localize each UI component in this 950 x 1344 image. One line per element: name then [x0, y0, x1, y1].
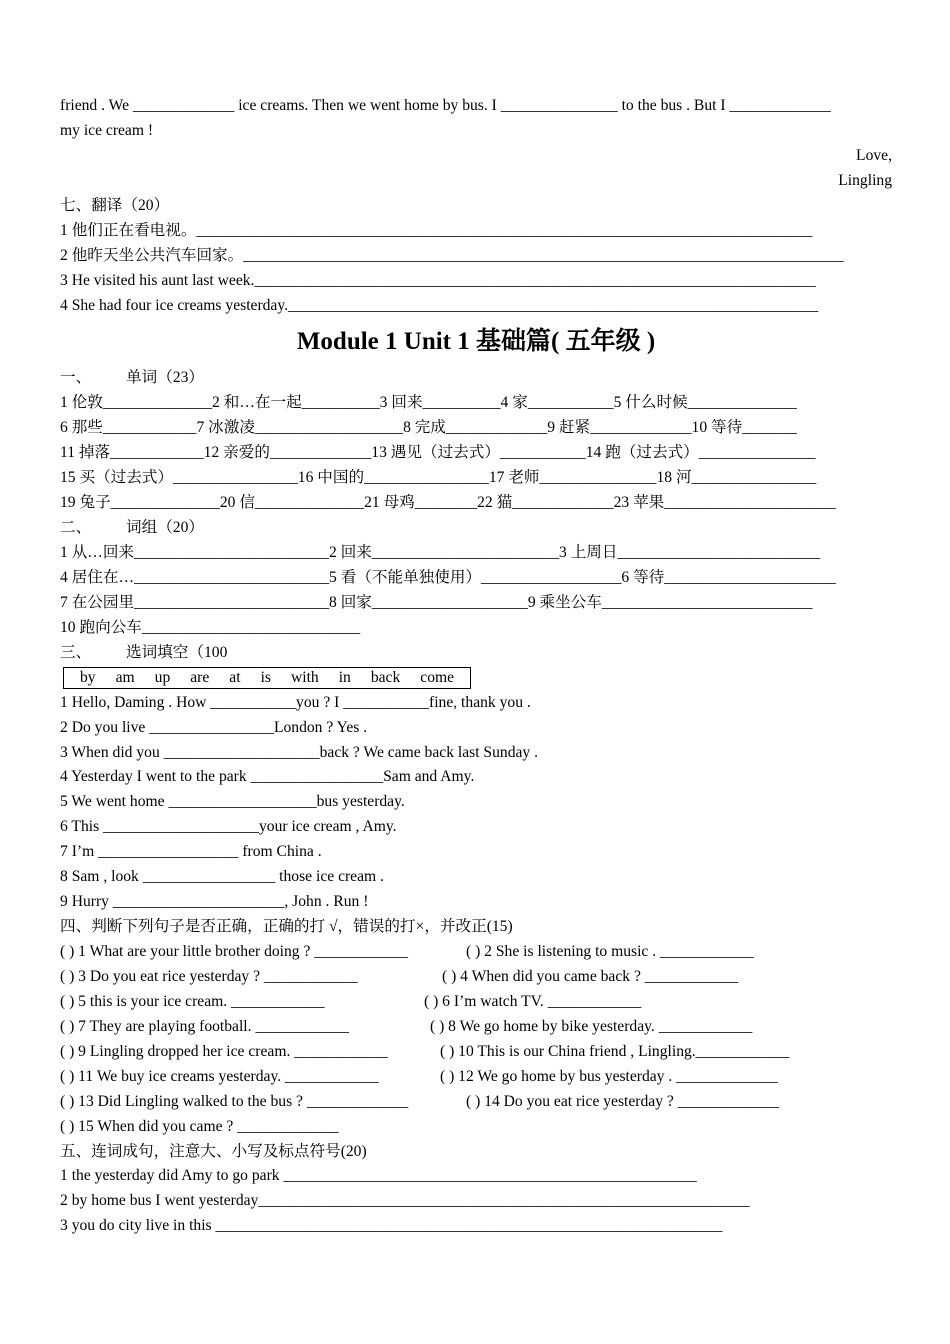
section-heading-judge: 四、判断下列句子是否正确，正确的打 √，错误的打×，并改正(15): [60, 918, 513, 936]
judge-item: ( ) 13 Did Lingling walked to the bus ? _____________: [60, 1092, 409, 1110]
fill-line: 4 Yesterday I went to the park _________________Sam and Amy.: [60, 768, 475, 786]
sentence-line: 2 by home bus I went yesterday_______________________________________________________________: [60, 1192, 750, 1210]
fill-line: 2 Do you live ________________London ? Yes .: [60, 718, 368, 736]
word-bank-item: come: [420, 668, 455, 686]
judge-item: ( ) 9 Lingling dropped her ice cream. ____________: [60, 1042, 388, 1060]
fill-line: 6 This ____________________your ice cream , Amy.: [60, 818, 397, 836]
judge-row: [60, 940, 892, 965]
word-bank-item: are: [190, 668, 210, 686]
judge-item: ( ) 10 This is our China friend , Lingling.____________: [440, 1042, 790, 1060]
judge-row: [60, 1065, 892, 1090]
word-line: 19 兔子______________20 信______________21 母鸡________22 猫_____________23 苹果______________________: [60, 494, 836, 512]
worksheet-page: [60, 94, 892, 1239]
judge-item: ( ) 3 Do you eat rice yesterday ? ____________: [60, 967, 358, 985]
letter-line: my ice cream !: [60, 121, 154, 139]
judge-item: ( ) 7 They are playing football. ____________: [60, 1017, 350, 1035]
translation-item: 4 She had four ice creams yesterday.____________________________________________________________________: [60, 296, 819, 314]
judge-row: [60, 965, 892, 990]
judge-row: [60, 1040, 892, 1065]
judge-row: [60, 1015, 892, 1040]
word-bank-item: in: [338, 668, 351, 686]
word-line: 11 掉落____________12 亲爱的_____________13 遇见（过去式）___________14 跑（过去式）_______________: [60, 444, 816, 462]
letter-closing: Love,: [856, 146, 892, 164]
section-heading-translation: 七、翻译（20）: [60, 196, 170, 214]
letter-line: friend . We _____________ ice creams. Then we went home by bus. I _______________ to the bus . But I _____________: [60, 97, 831, 114]
phrase-line: 1 从…回来_________________________2 回来________________________3 上周日__________________________: [60, 544, 821, 561]
section-number: 三、: [60, 643, 92, 661]
word-line: 15 买（过去式）________________16 中国的________________17 老师_______________18 河________________: [60, 469, 817, 487]
section-number: 一、: [60, 369, 92, 387]
section-label: 单词（23）: [126, 369, 204, 387]
fill-line: 1 Hello, Daming . How ___________you ? I ___________fine, thank you .: [60, 693, 531, 711]
fill-line: 5 We went home ___________________bus yesterday.: [60, 793, 405, 811]
word-bank-item: at: [229, 668, 241, 686]
letter-signature: Lingling: [838, 171, 892, 189]
judge-row: [60, 1090, 892, 1115]
phrase-line: 10 跑向公车____________________________: [60, 618, 361, 636]
word-bank-item: am: [115, 668, 135, 686]
section-heading-sentences: 五、连词成句，注意大、小写及标点符号(20): [60, 1142, 367, 1160]
fill-line: 8 Sam , look _________________ those ice cream .: [60, 868, 384, 886]
judge-item: ( ) 12 We go home by bus yesterday . _____________: [440, 1067, 778, 1085]
judge-item: ( ) 4 When did you came back ? ____________: [442, 967, 739, 985]
fill-line: 9 Hurry ______________________, John . Run !: [60, 893, 369, 911]
phrase-line: 4 居住在…_________________________5 看（不能单独使用）__________________6 等待______________________: [60, 568, 836, 586]
judge-item: ( ) 2 She is listening to music . ____________: [466, 943, 754, 960]
word-bank-row: [60, 666, 892, 691]
judge-item: ( ) 15 When did you came ? _____________: [60, 1117, 339, 1135]
phrase-line: 7 在公园里_________________________8 回家____________________9 乘坐公车___________________________: [60, 593, 813, 611]
section-label: 词组（20）: [126, 519, 204, 537]
section-heading-phrases: [60, 516, 892, 541]
word-bank-item: is: [260, 668, 271, 686]
fill-line: 3 When did you ____________________back ? We came back last Sunday .: [60, 743, 539, 761]
translation-item: 3 He visited his aunt last week.________________________________________________________________________: [60, 271, 816, 289]
section-heading-fill: [60, 641, 892, 666]
page-title: Module 1 Unit 1 基础篇( 五年级 ): [296, 328, 656, 356]
fill-line: 7 I’m __________________ from China .: [60, 843, 322, 861]
judge-item: ( ) 1 What are your little brother doing ? ____________: [60, 943, 408, 960]
word-bank: [63, 667, 471, 689]
word-bank-item: by: [80, 668, 96, 686]
section-label: 选词填空（100: [126, 643, 228, 661]
translation-item: 2 他昨天坐公共汽车回家。_____________________________________________________________________________: [60, 246, 844, 264]
sentence-line: 3 you do city live in this _________________________________________________________________: [60, 1217, 723, 1235]
judge-item: ( ) 6 I’m watch TV. ____________: [424, 992, 642, 1010]
word-line: 6 那些____________7 冰激凌___________________8 完成_____________9 赶紧_____________10 等待_______: [60, 419, 797, 437]
judge-item: ( ) 14 Do you eat rice yesterday ? _____________: [466, 1092, 780, 1110]
judge-item: ( ) 5 this is your ice cream. ____________: [60, 992, 325, 1010]
section-number: 二、: [60, 519, 92, 537]
word-bank-item: up: [154, 668, 171, 686]
word-bank-item: back: [370, 668, 401, 686]
word-bank-item: with: [290, 668, 319, 686]
judge-row: [60, 990, 892, 1015]
judge-row: [60, 1115, 892, 1140]
sentence-line: 1 the yesterday did Amy to go park _____________________________________________________: [60, 1167, 697, 1185]
section-heading-words: [60, 366, 892, 391]
judge-item: ( ) 8 We go home by bike yesterday. ____________: [430, 1017, 753, 1035]
translation-item: 1 他们正在看电视。_______________________________________________________________________________: [60, 221, 813, 239]
word-line: 1 伦敦______________2 和…在一起__________3 回来__________4 家___________5 什么时候______________: [60, 394, 797, 412]
judge-item: ( ) 11 We buy ice creams yesterday. ____________: [60, 1067, 379, 1085]
